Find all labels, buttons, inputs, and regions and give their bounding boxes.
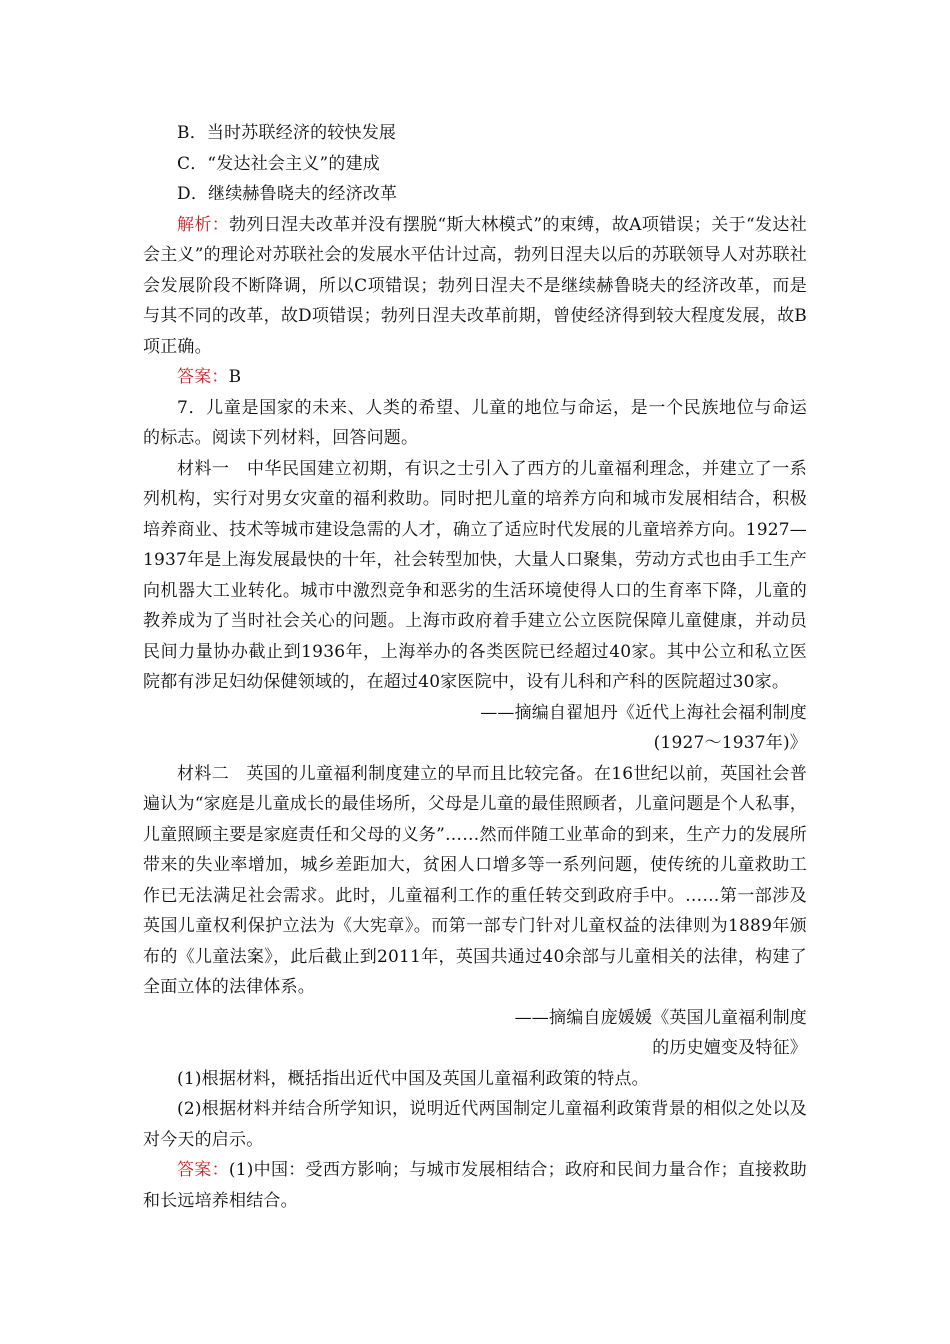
question-7-stem: 7．儿童是国家的未来、人类的希望、儿童的地位与命运，是一个民族地位与命运的标志。阅读下列材料，回答问题。: [143, 397, 807, 448]
material-1-source-line2: (1927～1937年)》: [653, 733, 807, 753]
answer-6-text: B: [228, 367, 242, 387]
answer-7: [143, 1155, 807, 1216]
analysis-label: 解析：: [177, 214, 230, 235]
sub-question-2: (2)根据材料并结合所学知识，说明近代两国制定儿童福利政策背景的相似之处以及对今天的启示。: [143, 1099, 807, 1150]
material-2-source-line1: ——摘编自庞媛媛《英国儿童福利制度: [514, 1007, 807, 1028]
option-b: B．当时苏联经济的较快发展: [177, 123, 397, 143]
material-2-source-line2: 的历史嬗变及特征》: [652, 1038, 807, 1058]
answer-6: [143, 362, 807, 393]
document-body: [143, 118, 807, 1216]
option-c: C．“发达社会主义”的建成: [177, 153, 380, 174]
analysis-text: 勃列日涅夫改革并没有摆脱“斯大林模式”的束缚，故A项错误；关于“发达社会主义”的理论对苏联社会的发展水平估计过高，勃列日涅夫以后的苏联领导人对苏联社会发展阶段不断降调，所以C项错误；勃列日涅夫不是继续赫鲁晓夫的经济改革，而是与其不同的改革，故D项错误；勃列日涅夫改革前期，曾使经济得到较大程度发展，故B项正确。: [143, 214, 807, 357]
analysis-paragraph: [143, 210, 807, 363]
answer-7-label: 答案：: [177, 1160, 229, 1180]
option-d: D．继续赫鲁晓夫的经济改革: [177, 184, 398, 204]
material-2: 材料二 英国的儿童福利制度建立的早而且比较完备。在16世纪以前，英国社会普遍认为“家庭是儿童成长的最佳场所，父母是儿童的最佳照顾者，儿童问题是个人私事，儿童照顾主要是家庭责任和父母的义务”……然而伴随工业革命的到来，生产力的发展所带来的失业率增加，城乡差距加大，贫困人口增多等一系列问题，使传统的儿童救助工作已无法满足社会需求。此时，儿童福利工作的重任转交到政府手中。……第一部涉及英国儿童权利保护立法为《大宪章》。而第一部专门针对儿童权益的法律则为1889年颁布的《儿童法案》，此后截止到2011年，英国共通过40余部与儿童相关的法律，构建了全面立体的法律体系。: [143, 763, 807, 997]
sub-question-1: (1)根据材料，概括指出近代中国及英国儿童福利政策的特点。: [177, 1068, 649, 1089]
answer-6-label: 答案：: [177, 367, 229, 387]
material-1-source-line1: ——摘编自翟旭丹《近代上海社会福利制度: [480, 702, 807, 723]
answer-7-text: (1)中国：受西方影响；与城市发展相结合；政府和民间力量合作；直接救助和长远培养相结合。: [143, 1160, 807, 1211]
material-1: 材料一 中华民国建立初期，有识之士引入了西方的儿童福利理念，并建立了一系列机构，实行对男女灾童的福利救助。同时把儿童的培养方向和城市发展相结合，积极培养商业、技术等城市建设急需的人才，确立了适应时代发展的儿童培养方向。1927—1937年是上海发展最快的十年，社会转型加快，大量人口聚集，劳动方式也由手工生产向机器大工业转化。城市中激烈竞争和恶劣的生活环境使得人口的生育率下降，儿童的教养成为了当时社会关心的问题。上海市政府着手建立公立医院保障儿童健康，并动员民间力量协办截止到1936年，上海举办的各类医院已经超过40家。其中公立和私立医院都有涉足妇幼保健领域的，在超过40家医院中，设有儿科和产科的医院超过30家。: [143, 458, 807, 692]
